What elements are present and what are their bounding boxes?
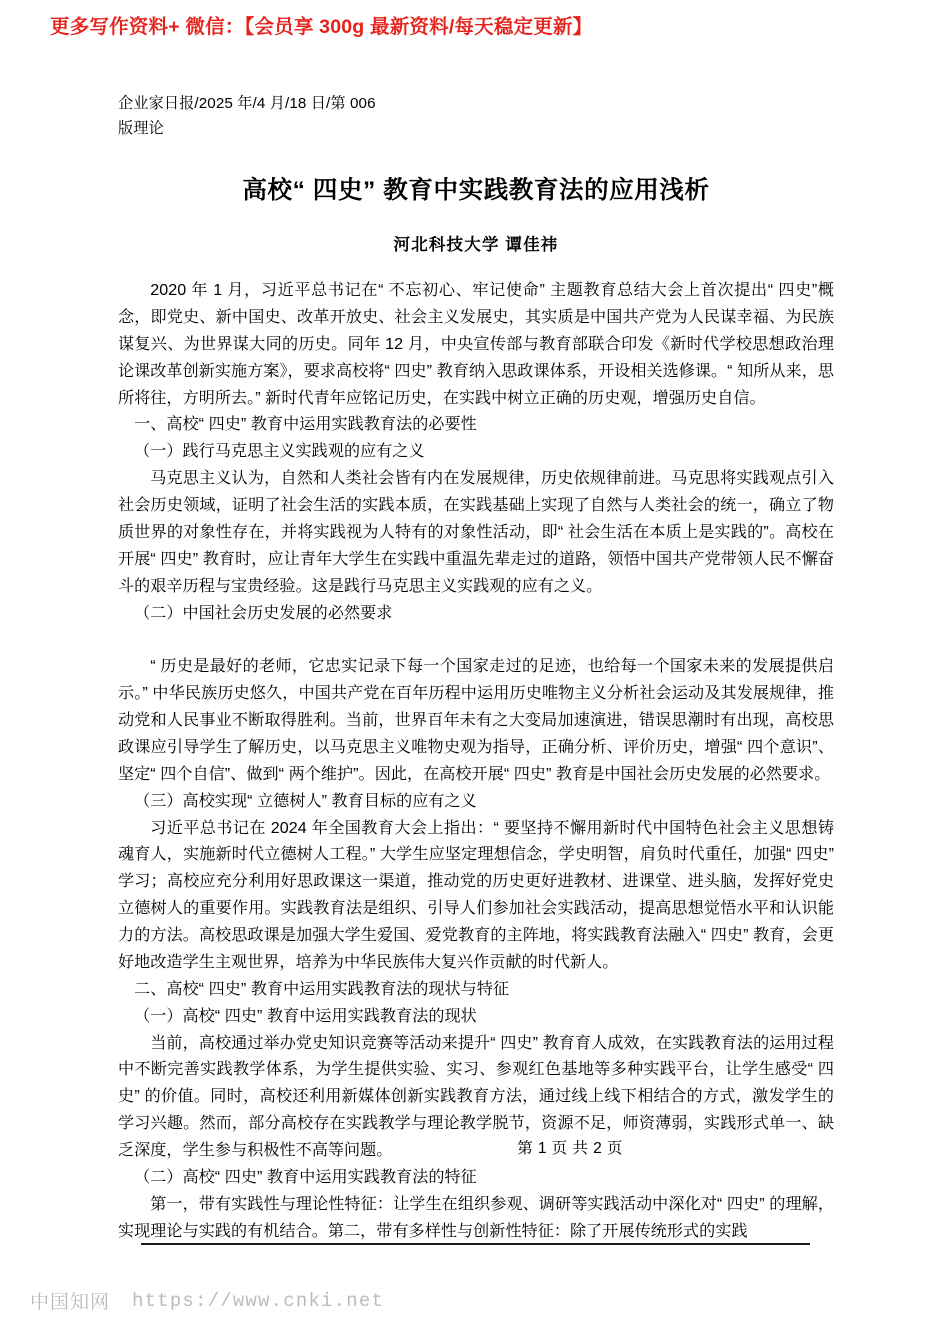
- article-paragraph: 马克思主义认为，自然和人类社会皆有内在发展规律，历史依规律前进。马克思将实践观点引入社会历史领域，证明了社会生活的实践本质，在实践基础上实现了自然与人类社会的统一，确立了物质世界的对象性存在，并将实践视为人特有的对象性活动，即“ 社会生活在本质上是实践的”。高校在开展“ 四史” 教育时，应让青年大学生在实践中重温先辈走过的道路，领悟中国共产党带领人民不懈奋斗的艰辛历程与宝贵经验。这是践行马克思主义实践观的应有之义。: [118, 469, 834, 595]
- cnki-logo-text: 中国知网: [30, 1292, 111, 1313]
- page-title: 高校“ 四史” 教育中实践教育法的应用浅析: [242, 177, 710, 205]
- article-paragraph: 二、高校“ 四史” 教育中运用实践教育法的现状与特征: [134, 979, 510, 998]
- article-paragraph: （三）高校实现“ 立德树人” 教育目标的应有之义: [134, 791, 477, 810]
- masthead: [118, 92, 834, 141]
- article-paragraph: 第一，带有实践性与理论性特征：让学生在组织参观、调研等实践活动中深化对“ 四史” 的理解，实现理论与实践的有机结合。第二，带有多样性与创新性特征：除了开展传统形式的实践: [118, 1194, 834, 1240]
- article-paragraph: （二）高校“ 四史” 教育中运用实践教育法的特征: [134, 1167, 477, 1186]
- page-number-footer: 第 1 页 共 2 页: [517, 1140, 623, 1157]
- article-paragraph: 2020 年 1 月，习近平总书记在“ 不忘初心、牢记使命” 主题教育总结大会上首次提出“ 四史”概念，即党史、新中国史、改革开放史、社会主义发展史，其实质是中国共产党为人民谋幸福、为民族谋复兴、为世界谋大同的历史。同年 12 月，中央宣传部与教育部联合印发《新时代学校思想政治理论课改革创新实施方案》，要求高校将“ 四史” 教育纳入思政课体系，开设相关选修课。“ 知所从来，思所将往，方明所去。” 新时代青年应铭记历史，在实践中树立正确的历史观，增强历史自信。: [118, 281, 834, 407]
- document-content: [118, 92, 834, 1245]
- article-paragraph: 习近平总书记在 2024 年全国教育大会上指出：“ 要坚持不懈用新时代中国特色社会主义思想铸魂育人，实施新时代立德树人工程。” 大学生应坚定理想信念，学史明智，肩负时代重任，加强“ 四史” 学习；高校应充分利用好思政课这一渠道，推动党的历史更好进教材、进课堂、进头脑，发挥好党史立德树人的重要作用。实践教育法是组织、引导人们参加社会实践活动，提高思想觉悟水平和认识能力的方法。高校思政课是加强大学生爱国、爱党教育的主阵地，将实践教育法融入“ 四史” 教育，会更好地改造学生主观世界，培养为中华民族伟大复兴作贡献的时代新人。: [118, 818, 834, 971]
- article-body: [118, 277, 834, 1245]
- promo-banner-text: 更多写作资料+ 微信：【会员享 300g 最新资料/每天稳定更新】: [50, 16, 593, 38]
- cnki-url-text: https://www.cnki.net: [132, 1289, 385, 1312]
- article-paragraph: 当前，高校通过举办党史知识竞赛等活动来提升“ 四史” 教育育人成效，在实践教育法的运用过程中不断完善实践教学体系，为学生提供实验、实习、参观红色基地等多种实践平台，让学生感受“ 四史” 的价值。同时，高校还利用新媒体创新实践教育方法，通过线上线下相结合的方式，激发学生的学习兴趣。然而，部分高校存在实践教学与理论教学脱节，资源不足，师资薄弱，实践形式单一、缺乏深度，学生参与积极性不高等问题。: [118, 1033, 834, 1160]
- footer-divider: [141, 1243, 810, 1245]
- author-byline: 河北科技大学 谭佳祎: [393, 236, 559, 255]
- masthead-line-1: 企业家日报/2025 年/4 月/18 日/第 006: [118, 95, 376, 112]
- article-paragraph: （一）高校“ 四史” 教育中运用实践教育法的现状: [134, 1006, 477, 1025]
- article-paragraph: （一）践行马克思主义实践观的应有之义: [134, 442, 425, 461]
- masthead-line-2: 版理论: [118, 119, 164, 137]
- article-paragraph: 一、高校“ 四史” 教育中运用实践教育法的必要性: [134, 415, 477, 434]
- cnki-watermark: [30, 1287, 384, 1314]
- article-paragraph: “ 历史是最好的老师，它忠实记录下每一个国家走过的足迹，也给每一个国家未来的发展提供启示。” 中华民族历史悠久，中国共产党在百年历程中运用历史唯物主义分析社会运动及其发展规律，推动党和人民事业不断取得胜利。当前，世界百年未有之大变局加速演进，错误思潮时有出现，高校思政课应引导学生了解历史，以马克思主义唯物史观为指导，正确分析、评价历史，增强“ 四个意识”、坚定“ 四个自信”、做到“ 两个维护”。因此，在高校开展“ 四史” 教育是中国社会历史发展的必然要求。: [118, 657, 834, 783]
- article-paragraph: （二）中国社会历史发展的必然要求: [134, 603, 393, 622]
